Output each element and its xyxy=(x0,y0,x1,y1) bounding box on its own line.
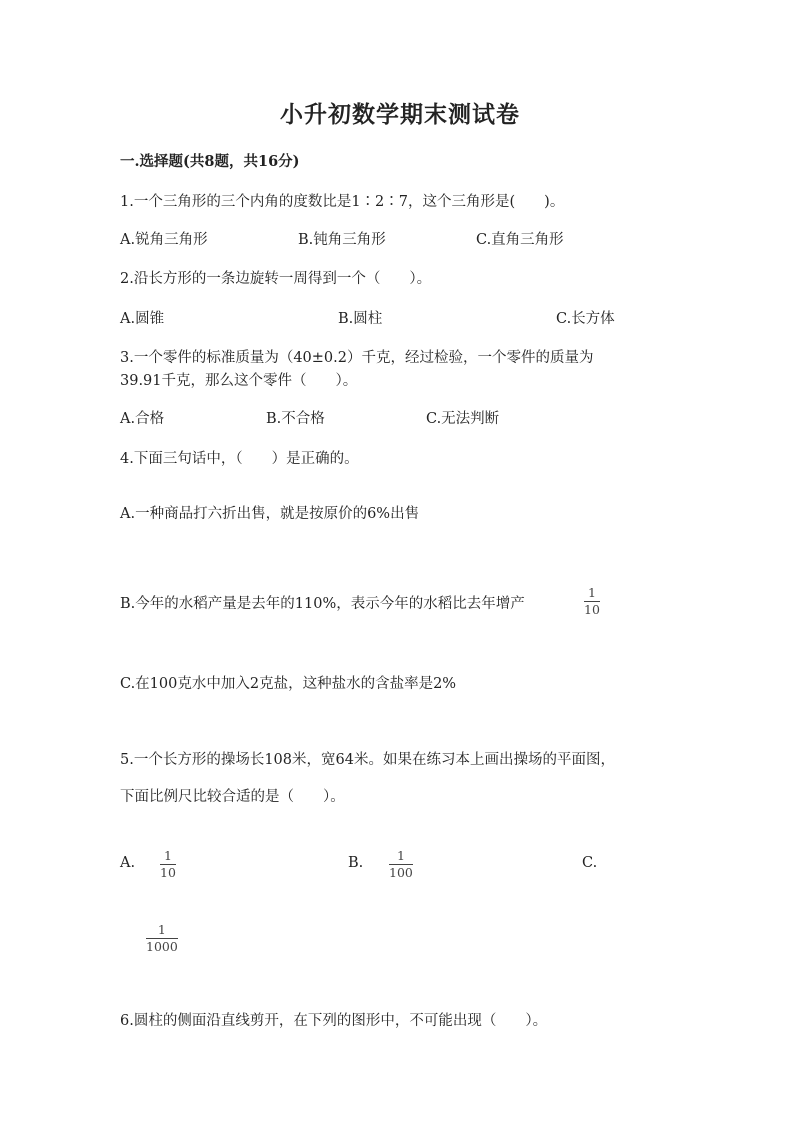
q2-option-c: C.长方体 xyxy=(556,311,615,327)
fraction-numerator: 1 xyxy=(163,848,172,863)
q5-option-c: C. xyxy=(582,855,598,871)
fraction-denominator: 10 xyxy=(160,865,176,881)
question-3-line-2: 39.91千克，那么这个零件（ ）。 xyxy=(120,373,358,389)
fraction-denominator: 10 xyxy=(584,602,600,618)
q1-option-c: C.直角三角形 xyxy=(476,232,564,248)
fraction-numerator: 1 xyxy=(396,848,405,863)
question-2: 2.沿长方形的一条边旋转一周得到一个（ ）。 xyxy=(120,271,432,287)
fraction-numerator: 1 xyxy=(587,585,596,600)
q4-option-c: C.在100克水中加入2克盐，这种盐水的含盐率是2% xyxy=(120,676,457,692)
q5-option-b: B. xyxy=(348,855,364,871)
question-5-line-1: 5.一个长方形的操场长108米，宽64米。如果在练习本上画出操场的平面图， xyxy=(120,752,615,768)
q3-option-c: C.无法判断 xyxy=(426,411,500,427)
q5-option-a-fraction xyxy=(160,849,176,881)
q2-option-b: B.圆柱 xyxy=(338,311,383,327)
question-5-line-2: 下面比例尺比较合适的是（ ）。 xyxy=(120,789,345,805)
question-6: 6.圆柱的侧面沿直线剪开，在下列的图形中，不可能出现（ ）。 xyxy=(120,1013,548,1029)
q4-option-a: A.一种商品打六折出售，就是按原价的6%出售 xyxy=(120,506,420,522)
q2-option-a: A.圆锥 xyxy=(120,311,165,327)
q3-option-b: B.不合格 xyxy=(266,411,325,427)
q1-option-b: B.钝角三角形 xyxy=(298,232,386,248)
q5-option-b-fraction xyxy=(389,849,413,881)
question-4: 4.下面三句话中，（ ）是正确的。 xyxy=(120,451,359,467)
page-title: 小升初数学期末测试卷 xyxy=(280,101,520,128)
question-1: 1.一个三角形的三个内角的度数比是1∶2∶7，这个三角形是( )。 xyxy=(120,194,565,210)
fraction-denominator: 1000 xyxy=(146,939,178,955)
fraction-numerator: 1 xyxy=(157,922,166,937)
q5-option-a: A. xyxy=(120,855,136,871)
q1-option-a: A.锐角三角形 xyxy=(120,232,208,248)
q3-option-a: A.合格 xyxy=(120,411,165,427)
q4-option-b: B.今年的水稻产量是去年的110%，表示今年的水稻比去年增产 xyxy=(120,596,525,612)
section-heading: 一.选择题(共8题，共16分) xyxy=(120,153,300,170)
q4-option-b-fraction xyxy=(584,586,600,618)
q5-option-c-fraction xyxy=(146,923,178,955)
question-3-line-1: 3.一个零件的标准质量为（40±0.2）千克，经过检验，一个零件的质量为 xyxy=(120,350,594,366)
fraction-denominator: 100 xyxy=(389,865,413,881)
